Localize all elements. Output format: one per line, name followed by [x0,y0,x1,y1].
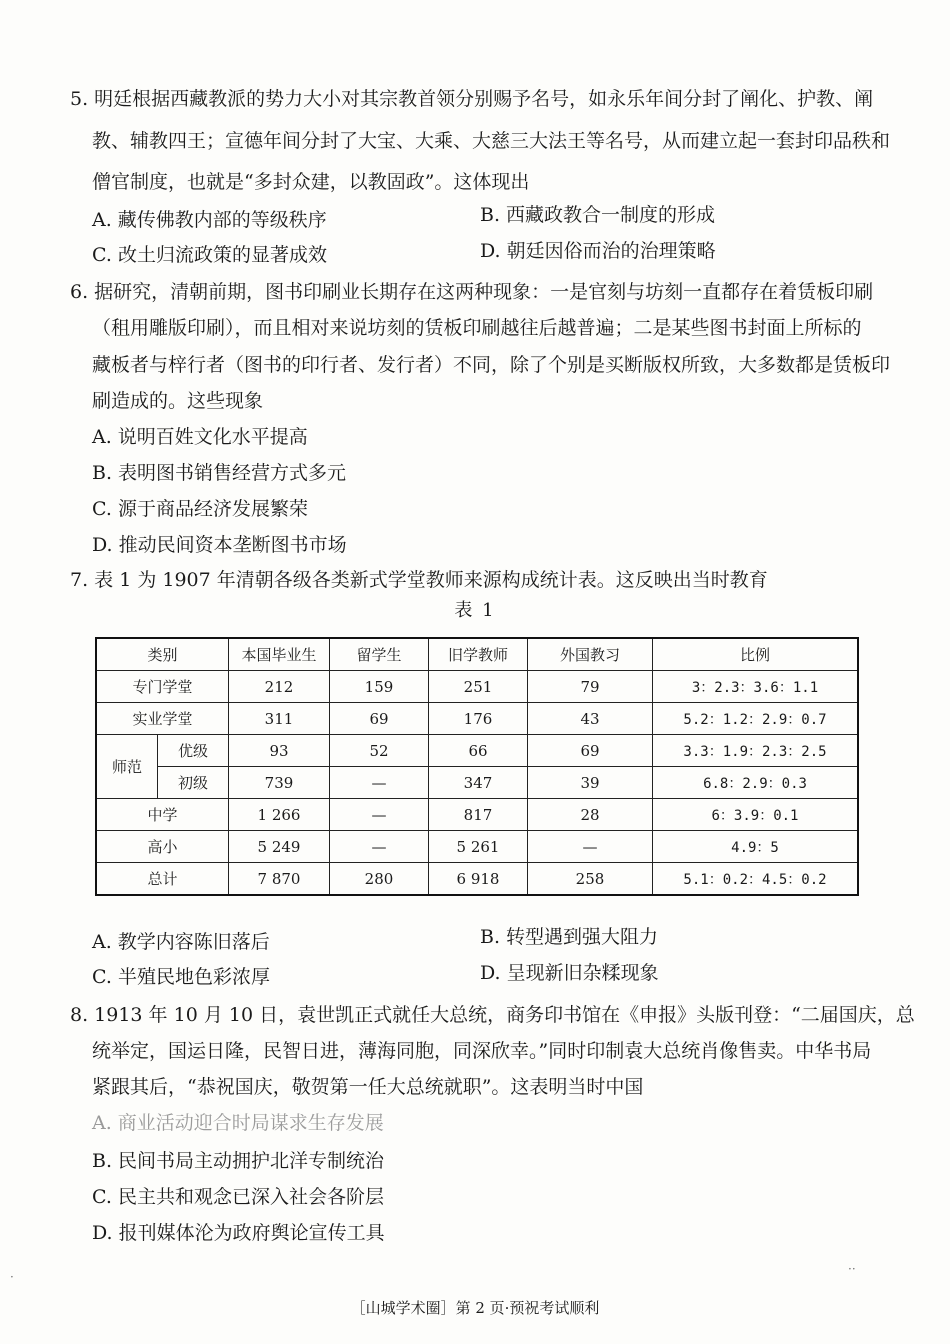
table-cell: 1 266 [229,799,330,831]
table-cell: — [528,831,653,863]
header-category: 类别 [96,638,229,671]
q6-line-1: 6. 据研究，清朝前期，图书印刷业长期存在这两种现象：一是官刻与坊刻一直都存在着赁板印刷 [70,281,874,303]
ratio-cell: 3.3：1.9：2.3：2.5 [653,735,859,767]
table-cell: 817 [429,799,528,831]
q6-line-3: 藏板者与梓行者（图书的印行者、发行者）不同，除了个别是买断版权所致，大多数都是赁板印 [92,354,891,376]
table-row [96,831,858,863]
header-overseas-students: 留学生 [330,638,429,671]
row-label: 总计 [96,863,229,896]
page-footer: ［山城学术圈］第 2 页·预祝考试顺利 [350,1299,600,1317]
header-ratio: 比例 [653,638,859,671]
table-cell: 159 [330,671,429,703]
table-cell: 79 [528,671,653,703]
scan-speck: · [10,1270,14,1284]
row-group-label: 师范 [96,735,158,799]
header-old-style-teachers: 旧学教师 [429,638,528,671]
table-cell: 251 [429,671,528,703]
q8-line-3: 紧跟其后，“恭祝国庆，敬贺第一任大总统就职”。这表明当时中国 [92,1076,644,1098]
table-header-row [96,638,858,671]
row-label: 专门学堂 [96,671,229,703]
q8-option-b: B. 民间书局主动拥护北洋专制统治 [92,1150,385,1172]
table-cell: — [330,831,429,863]
table-cell: 6 918 [429,863,528,896]
table-cell: — [330,799,429,831]
q8-option-a: A. 商业活动迎合时局谋求生存发展 [92,1112,384,1134]
table-cell: 7 870 [229,863,330,896]
q6-option-a: A. 说明百姓文化水平提高 [92,426,308,448]
table-row [96,799,858,831]
q8-option-d: D. 报刊媒体沦为政府舆论宣传工具 [92,1222,385,1244]
teacher-source-table [95,637,859,896]
row-label: 优级 [158,735,229,767]
q7-option-d: D. 呈现新旧杂糅现象 [480,962,659,984]
table-cell: 39 [528,767,653,799]
table-cell: 93 [229,735,330,767]
q7-option-a: A. 教学内容陈旧落后 [92,931,270,953]
table-cell: — [330,767,429,799]
q6-line-4: 刷造成的。这些现象 [92,390,264,412]
table-cell: 258 [528,863,653,896]
table-cell: 311 [229,703,330,735]
header-domestic-graduates: 本国毕业生 [229,638,330,671]
q8-line-1: 8. 1913 年 10 月 10 日，袁世凯正式就任大总统，商务印书馆在《申报》头版刊登：“二届国庆，总 [70,1004,915,1026]
table-row [96,703,858,735]
table-caption: 表 1 [454,600,496,621]
table-row [96,671,858,703]
row-label: 高小 [96,831,229,863]
table-cell: 69 [528,735,653,767]
ratio-cell: 4.9：5 [653,831,859,863]
table-row [96,735,858,767]
q8-option-c: C. 民主共和观念已深入社会各阶层 [92,1186,384,1208]
table-cell: 739 [229,767,330,799]
ratio-cell: 6.8：2.9：0.3 [653,767,859,799]
table-cell: 280 [330,863,429,896]
q5-line-2: 教、辅教四王；宣德年间分封了大宝、大乘、大慈三大法王等名号，从而建立起一套封印品秩和 [92,130,891,152]
table-cell: 5 249 [229,831,330,863]
ratio-cell: 3：2.3：3.6：1.1 [653,671,859,703]
ratio-cell: 5.2：1.2：2.9：0.7 [653,703,859,735]
q6-option-d: D. 推动民间资本垄断图书市场 [92,534,347,556]
table-cell: 347 [429,767,528,799]
table-row [96,767,858,799]
ratio-cell: 6：3.9：0.1 [653,799,859,831]
header-foreign-teachers: 外国教习 [528,638,653,671]
q5-option-b: B. 西藏政教合一制度的形成 [480,204,716,226]
q5-line-3: 僧官制度，也就是“多封众建，以教固政”。这体现出 [92,171,530,193]
table-cell: 176 [429,703,528,735]
table-cell: 28 [528,799,653,831]
ratio-cell: 5.1：0.2：4.5：0.2 [653,863,859,896]
q6-option-b: B. 表明图书销售经营方式多元 [92,462,347,484]
row-label: 初级 [158,767,229,799]
q7-line-1: 7. 表 1 为 1907 年清朝各级各类新式学堂教师来源构成统计表。这反映出当时教育 [70,569,768,591]
table-row [96,863,858,896]
q5-option-a: A. 藏传佛教内部的等级秩序 [92,209,327,231]
q8-line-2: 统举定，国运日隆，民智日进，薄海同胞，同深欣幸。”同时印制袁大总统肖像售卖。中华书局 [92,1040,872,1062]
scan-speck: ·· [848,1262,856,1276]
q5-line-1: 5. 明廷根据西藏教派的势力大小对其宗教首领分别赐予名号，如永乐年间分封了阐化、护教、阐 [70,88,874,110]
table-cell: 52 [330,735,429,767]
q5-option-d: D. 朝廷因俗而治的治理策略 [480,240,716,262]
table-cell: 69 [330,703,429,735]
row-label: 实业学堂 [96,703,229,735]
q6-option-c: C. 源于商品经济发展繁荣 [92,498,308,520]
row-label: 中学 [96,799,229,831]
q6-line-2: （租用雕版印刷），而且相对来说坊刻的赁板印刷越往后越普遍；二是某些图书封面上所标的 [92,317,862,339]
q7-option-c: C. 半殖民地色彩浓厚 [92,966,270,988]
table-cell: 212 [229,671,330,703]
q7-option-b: B. 转型遇到强大阻力 [480,926,659,948]
q5-option-c: C. 改土归流政策的显著成效 [92,244,327,266]
table-cell: 43 [528,703,653,735]
table-cell: 66 [429,735,528,767]
table-cell: 5 261 [429,831,528,863]
